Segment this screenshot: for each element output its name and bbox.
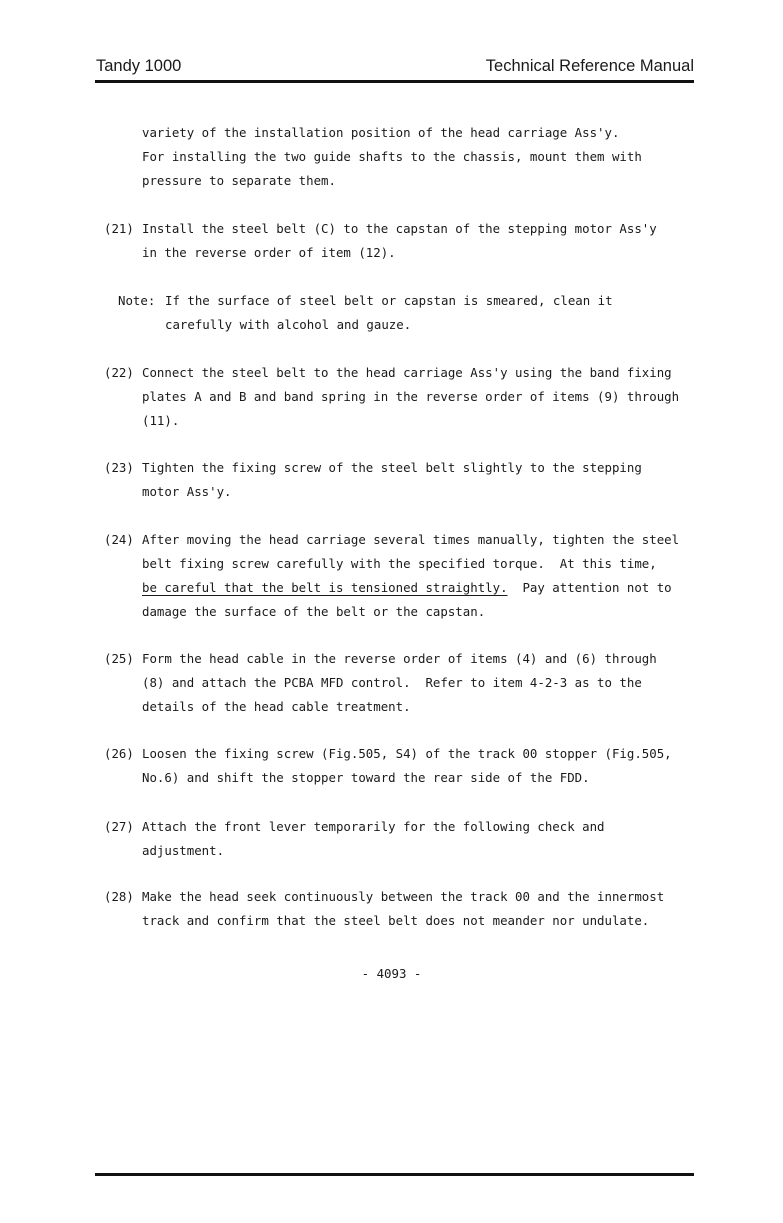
item-number: (28) — [104, 889, 134, 904]
item-line: Install the steel belt (C) to the capstan of the stepping motor Ass'y — [142, 221, 657, 236]
underlined-caution: be careful that the belt is tensioned straightly. — [142, 580, 508, 595]
item-line — [142, 580, 672, 596]
item-number: (23) — [104, 460, 134, 475]
item-line: Tighten the fixing screw of the steel belt slightly to the stepping — [142, 460, 642, 475]
note-line: carefully with alcohol and gauze. — [165, 317, 412, 332]
item-line: Make the head seek continuously between the track 00 and the innermost — [142, 889, 665, 904]
item-line: Connect the steel belt to the head carriage Ass'y using the band fixing — [142, 365, 672, 380]
item-number: (21) — [104, 221, 134, 236]
item-line: damage the surface of the belt or the capstan. — [142, 604, 486, 619]
item-number: (27) — [104, 819, 134, 834]
item-line: Attach the front lever temporarily for the following check and — [142, 819, 605, 834]
footer-rule — [95, 1173, 694, 1176]
item-number: (22) — [104, 365, 134, 380]
item-line: belt fixing screw carefully with the specified torque. At this time, — [142, 556, 657, 571]
header-rule — [95, 80, 694, 83]
item-line: (11). — [142, 413, 180, 428]
item-line: in the reverse order of item (12). — [142, 245, 396, 260]
intro-line: variety of the installation position of the head carriage Ass'y. — [142, 125, 620, 140]
intro-line: pressure to separate them. — [142, 173, 336, 188]
item-line: Loosen the fixing screw (Fig.505, S4) of the track 00 stopper (Fig.505, — [142, 746, 672, 761]
header-title-left: Tandy 1000 — [96, 57, 182, 75]
item-line: track and confirm that the steel belt does not meander nor undulate. — [142, 913, 650, 928]
item-line: Form the head cable in the reverse order of items (4) and (6) through — [142, 651, 657, 666]
item-line: plates A and B and band spring in the reverse order of items (9) through — [142, 389, 680, 404]
intro-line: For installing the two guide shafts to the chassis, mount them with — [142, 149, 642, 164]
item-line: details of the head cable treatment. — [142, 699, 411, 714]
item-number: (26) — [104, 746, 134, 761]
note-label: Note: — [118, 293, 156, 308]
item-number: (25) — [104, 651, 134, 666]
item-line: motor Ass'y. — [142, 484, 232, 499]
note-line: If the surface of steel belt or capstan is smeared, clean it — [165, 293, 613, 308]
header-title-right: Technical Reference Manual — [485, 57, 694, 75]
item-line: adjustment. — [142, 843, 225, 858]
item-line: No.6) and shift the stopper toward the rear side of the FDD. — [142, 770, 590, 785]
item-line: After moving the head carriage several times manually, tighten the steel — [142, 532, 680, 547]
caution-continuation: Pay attention not to — [507, 580, 672, 595]
page-number: - 4093 - — [361, 966, 422, 981]
item-line: (8) and attach the PCBA MFD control. Refer to item 4-2-3 as to the — [142, 675, 642, 690]
item-number: (24) — [104, 532, 134, 547]
